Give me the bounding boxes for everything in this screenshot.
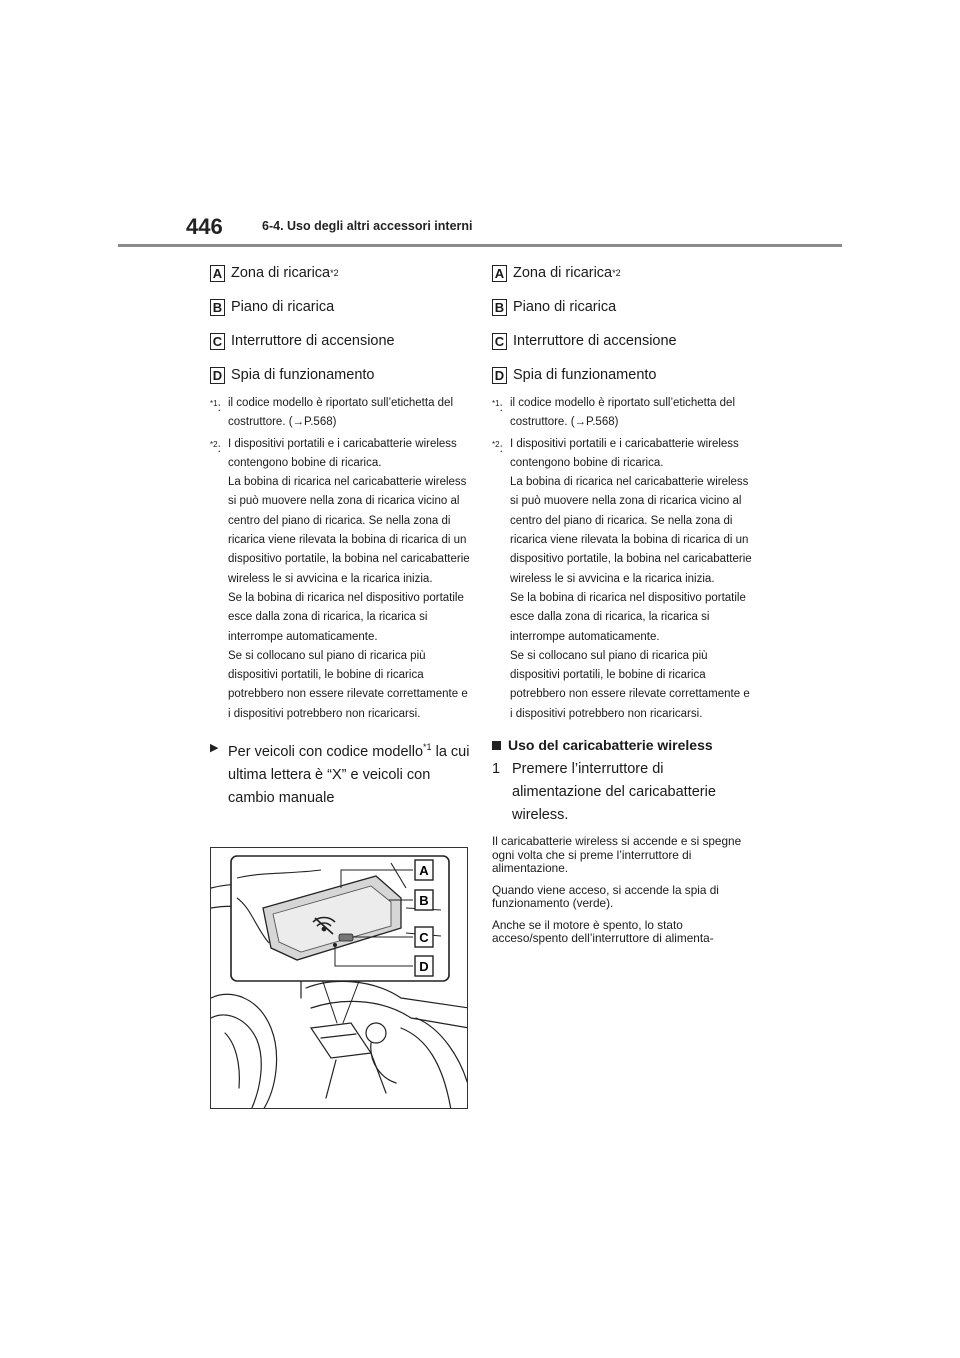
usage-paragraph: Il caricabatterie wireless si accende e si spegne ogni volta che si preme l’interruttore di alimentazione. bbox=[492, 834, 742, 876]
condition-text-before: Per veicoli con codice modello bbox=[228, 743, 424, 760]
footnote-1-mark: *1 bbox=[492, 399, 500, 408]
legend-tag-c: C bbox=[210, 333, 225, 350]
condition-sup: *1 bbox=[423, 742, 432, 753]
usage-heading bbox=[492, 734, 754, 756]
footnote-1: $^{*1}$: il codice modello è riportato sull’etichetta del costruttore. (→P.568) bbox=[210, 394, 472, 433]
footnote-2-line: I dispositivi portatili e i caricabatterie wireless contengono bobine di ricarica. bbox=[510, 437, 739, 469]
footnote-2-mark: *2 bbox=[210, 439, 218, 449]
header-rule bbox=[118, 244, 842, 247]
footnote-2-line: La bobina di ricarica nel caricabatterie wireless si può muovere nella zona di ricarica vicino al centro del piano di ricarica. Se nella zona di ricarica viene rilevata la bobina di ricarica di un dispositivo portatile, la bobina nel caricabatterie wireless le si avvicina e la ricarica inizia. bbox=[510, 476, 752, 585]
footnote-2-mark: *2 bbox=[492, 439, 500, 449]
legend-item-d bbox=[210, 358, 472, 392]
footnote-2: $^{*2}$: I dispositivi portatili e i caricabatterie wireless contengono bobine di ricarica. La bobina di ricarica nel caricabatterie wireless si può muovere nella zona di ricarica vicino al centro del piano di ricarica. Se nella zona di ricarica viene rilevata la bobina di ricarica di un dispositivo portatile, la bobina nel caricabatterie wireless le si avvicina e la ricarica inizia. Se la bobina di ricarica nel dispositivo portatile esce dalla zona di ricarica, la ricarica si interrompe automaticamente. Se si collocano sul piano di ricarica più dispositivi portatili, le bobine di ricarica potrebbero non essere rilevate correttamente e i dispositivi potrebbero non ricaricarsi. bbox=[210, 435, 472, 724]
footnote-1-text: il codice modello è riportato sull’etichetta del costruttore. (→P.568) bbox=[510, 397, 736, 429]
legend-label-a: Zona di ricarica bbox=[513, 265, 613, 281]
callout-label-a: A bbox=[419, 863, 429, 878]
car-console-drawing bbox=[211, 848, 468, 1109]
left-column bbox=[210, 256, 472, 810]
legend-label-b: Piano di ricarica bbox=[513, 299, 617, 315]
legend-item-a bbox=[492, 256, 754, 290]
legend-label-b: Piano di ricarica bbox=[231, 299, 335, 315]
legend-sup-a: *2 bbox=[330, 268, 339, 278]
triangle-arrow-icon: ▶ bbox=[210, 742, 219, 755]
condition-text-after: la cui ultima lettera è “X” e veicoli con cambio manuale bbox=[228, 743, 470, 806]
footnote-2-line: Se si collocano sul piano di ricarica più dispositivi portatili, le bobine di ricarica potrebbero non essere rilevate correttamente e i dispositivi potrebbero non ricaricarsi. bbox=[228, 649, 468, 720]
page-number: 446 bbox=[186, 214, 223, 239]
legend-tag-b: B bbox=[492, 299, 507, 316]
section-title: 6-4. Uso degli altri accessori interni bbox=[262, 219, 473, 233]
legend-item-c bbox=[210, 324, 472, 358]
footnote-1-text: il codice modello è riportato sull’etichetta del costruttore. (→P.568) bbox=[228, 397, 454, 429]
footnote-2: $^{*2}$: I dispositivi portatili e i caricabatterie wireless contengono bobine di ricarica. La bobina di ricarica nel caricabatterie wireless si può muovere nella zona di ricarica vicino al centro del piano di ricarica. Se nella zona di ricarica viene rilevata la bobina di ricarica di un dispositivo portatile, la bobina nel caricabatterie wireless le si avvicina e la ricarica inizia. Se la bobina di ricarica nel dispositivo portatile esce dalla zona di ricarica, la ricarica si interrompe automaticamente. Se si collocano sul piano di ricarica più dispositivi portatili, le bobine di ricarica potrebbero non essere rilevate correttamente e i dispositivi potrebbero non ricaricarsi. bbox=[492, 435, 754, 724]
footnote-2-line: La bobina di ricarica nel caricabatterie wireless si può muovere nella zona di ricarica vicino al centro del piano di ricarica. Se nella zona di ricarica viene rilevata la bobina di ricarica di un dispositivo portatile, la bobina nel caricabatterie wireless le si avvicina e la ricarica inizia. bbox=[228, 476, 470, 585]
legend-tag-a: A bbox=[210, 265, 225, 282]
legend-label-d: Spia di funzionamento bbox=[513, 367, 657, 383]
step-number: 1 bbox=[492, 761, 501, 778]
wireless-charger-illustration bbox=[210, 847, 468, 1109]
footnote-2-line: I dispositivi portatili e i caricabatterie wireless contengono bobine di ricarica. bbox=[228, 437, 457, 469]
legend-label-a: Zona di ricarica bbox=[231, 265, 331, 281]
vehicle-condition bbox=[210, 736, 472, 810]
usage-paragraph: Anche se il motore è spento, lo stato acceso/spento dell’interruttore di alimenta- bbox=[492, 917, 714, 946]
footnote-2-line: Se la bobina di ricarica nel dispositivo portatile esce dalla zona di ricarica, la ricarica si interrompe automaticamente. bbox=[510, 591, 746, 643]
legend-label-d: Spia di funzionamento bbox=[231, 367, 375, 383]
usage-heading-text: Uso del caricabatterie wireless bbox=[508, 737, 713, 754]
right-column bbox=[492, 256, 754, 946]
callout-label-c: C bbox=[419, 930, 429, 945]
legend-sup-a: *2 bbox=[612, 268, 621, 278]
legend-label-c: Interruttore di accensione bbox=[231, 333, 395, 349]
legend-item-b bbox=[492, 290, 754, 324]
square-bullet-icon bbox=[492, 741, 501, 750]
legend-item-a bbox=[210, 256, 472, 290]
footnote-2-line: Se si collocano sul piano di ricarica più dispositivi portatili, le bobine di ricarica potrebbero non essere rilevate correttamente e i dispositivi potrebbero non ricaricarsi. bbox=[510, 649, 750, 720]
legend-tag-c: C bbox=[492, 333, 507, 350]
step-1 bbox=[492, 758, 754, 827]
footnote-1: $^{*1}$: il codice modello è riportato sull’etichetta del costruttore. (→P.568) bbox=[492, 394, 754, 433]
legend-item-d bbox=[492, 358, 754, 392]
legend-tag-b: B bbox=[210, 299, 225, 316]
legend-label-c: Interruttore di accensione bbox=[513, 333, 677, 349]
legend-item-b bbox=[210, 290, 472, 324]
footnote-2-line: Se la bobina di ricarica nel dispositivo portatile esce dalla zona di ricarica, la ricarica si interrompe automaticamente. bbox=[228, 591, 464, 643]
legend-item-c bbox=[492, 324, 754, 358]
usage-paragraph: Quando viene acceso, si accende la spia di funzionamento (verde). bbox=[492, 882, 719, 911]
step-text: Premere l’interruttore di alimentazione del caricabatterie wireless. bbox=[512, 761, 716, 824]
footnote-1-mark: *1 bbox=[210, 399, 218, 408]
callout-label-d: D bbox=[419, 959, 429, 974]
legend-tag-a: A bbox=[492, 265, 507, 282]
callout-label-b: B bbox=[419, 893, 429, 908]
legend-tag-d: D bbox=[492, 367, 507, 384]
legend-tag-d: D bbox=[210, 367, 225, 384]
